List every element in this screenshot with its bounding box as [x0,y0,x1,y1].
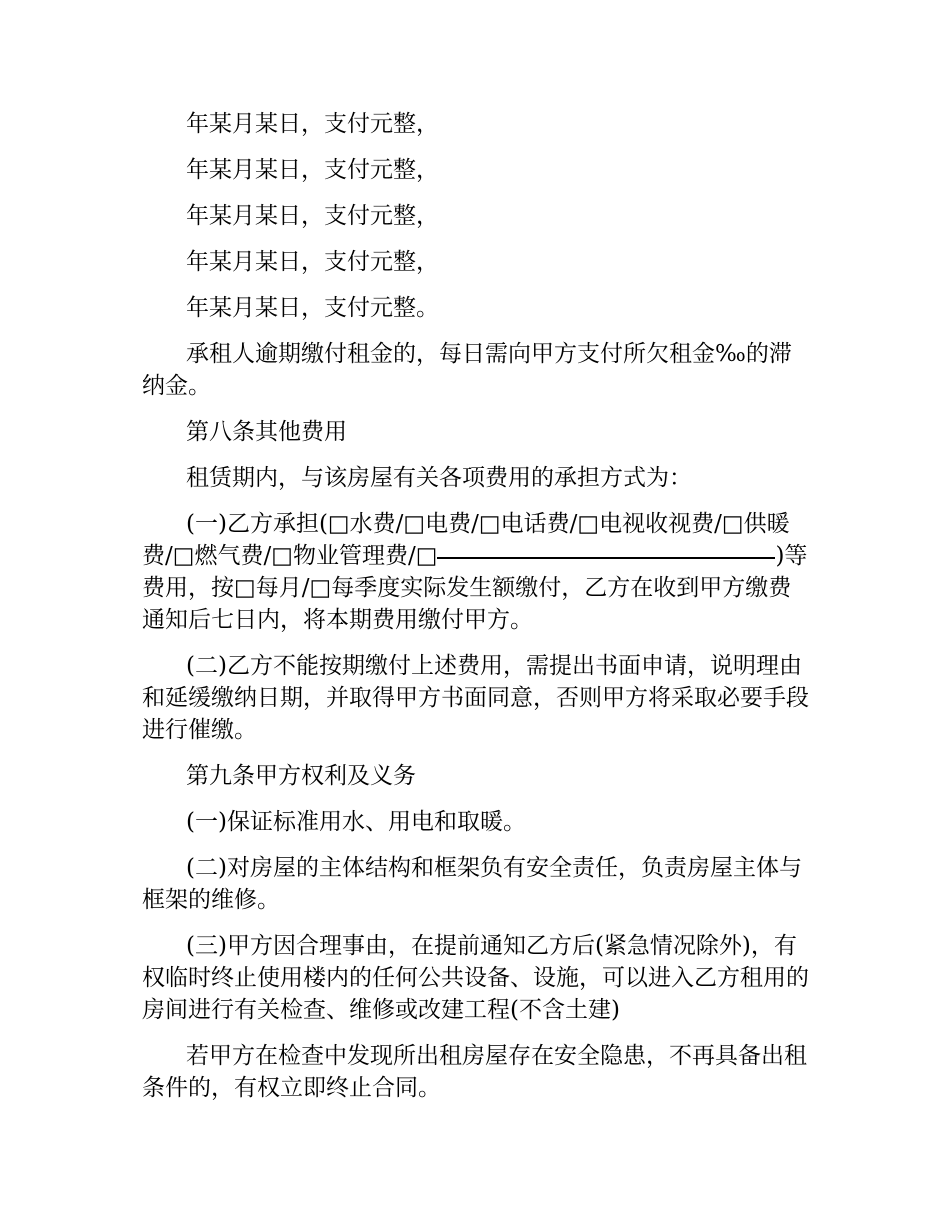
article-9-heading: 第九条甲方权利及义务 [186,763,416,789]
late-fee-paragraph: 承租人逾期缴付租金的，每日需向甲方支付所欠租金‰的滞纳金。 [142,341,792,399]
lease-costs-paragraph: 租赁期内，与该房屋有关各项费用的承担方式为： [186,465,692,491]
fill-in-blank-line-continued [683,557,775,559]
payment-line-3: 年某月某日，支付元整， [186,203,439,229]
payment-line-4: 年某月某日，支付元整， [186,249,439,275]
landlord-right-2: (二)对房屋的主体结构和框架负有安全责任，负责房屋主体与框架的维修。 [142,855,802,913]
landlord-right-1: (一)保证标准用水、用电和取暖。 [186,809,526,835]
document-body [142,108,812,1118]
costs-item-1-part-b: )等费用，按□每月/□每季度实际发生额缴付，乙方在收到甲方缴费通知后七日内，将本期费用缴付甲方。 [142,543,808,633]
costs-item-1 [142,508,812,636]
costs-item-1-part-a: (一)乙方承担(□水费/□电费/□电话费/□电视收视费/□供暖费/□燃气费/□物业管理费/□ [142,511,790,569]
landlord-right-4: 若甲方在检查中发现所出租房屋存在安全隐患，不再具备出租条件的，有权立即终止合同。 [142,1043,807,1101]
fill-in-blank-line [437,557,683,559]
payment-line-2: 年某月某日，支付元整， [186,157,439,183]
payment-line-1: 年某月某日，支付元整， [186,111,439,137]
costs-item-2: (二)乙方不能按期缴付上述费用，需提出书面申请，说明理由和延缓缴纳日期，并取得甲方书面同意，否则甲方将采取必要手段进行催缴。 [142,653,809,743]
payment-line-5: 年某月某日，支付元整。 [186,295,439,321]
article-8-heading: 第八条其他费用 [186,419,347,445]
landlord-right-3: (三)甲方因合理事由，在提前通知乙方后(紧急情况除外)，有权临时终止使用楼内的任何公共设备、设施，可以进入乙方租用的房间进行有关检查、维修或改建工程(不含土建) [142,933,809,1023]
